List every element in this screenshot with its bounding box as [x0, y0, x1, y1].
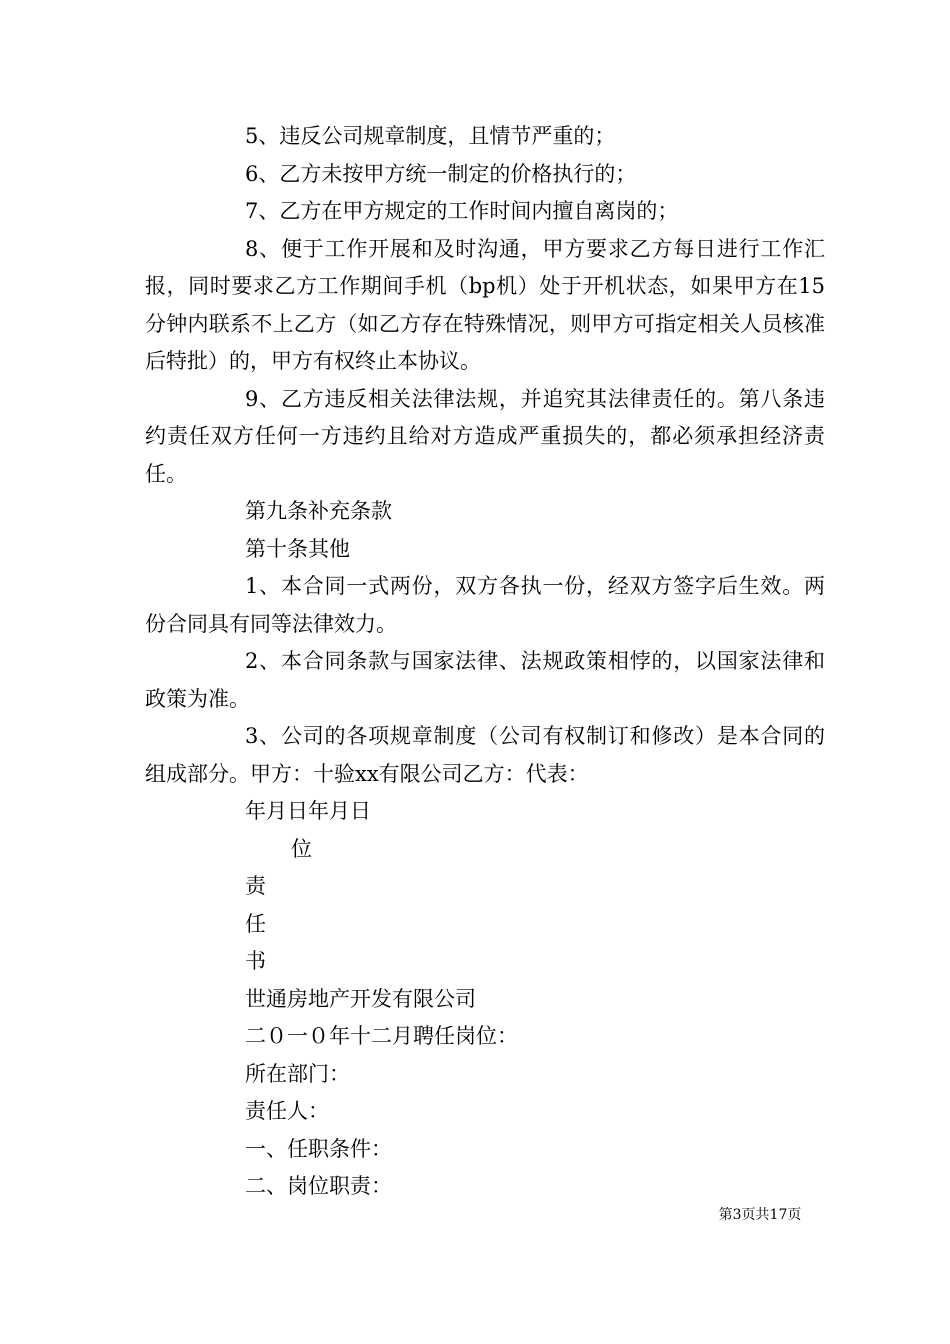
clause-item-8: 8、便于工作开展和及时沟通，甲方要求乙方每日进行工作汇报，同时要求乙方工作期间手机（bp机）处于开机状态，如果甲方在15分钟内联系不上乙方（如乙方存在特殊情况，则甲方可指定相关人员核准后特批）的，甲方有权终止本协议。 [145, 236, 825, 373]
clause-item-9: 9、乙方违反相关法律法规，并追究其法律责任的。第八条违约责任双方任何一方违约且给对方造成严重损失的，都必须承担经济责任。 [145, 386, 825, 486]
article-10-heading: 第十条其他 [245, 536, 350, 561]
title-char-ren: 任 [245, 911, 266, 936]
article-9-heading: 第九条补充条款 [245, 499, 392, 523]
page-number: 第3页共17页 [718, 1207, 802, 1223]
other-item-2: 2、本合同条款与国家法律、法规政策相悖的，以国家法律和政策为准。 [145, 649, 825, 711]
responsible-person-label: 责任人： [245, 1099, 329, 1123]
title-char-ze: 责 [245, 874, 266, 898]
signature-dates: 年月日年月日 [245, 799, 371, 823]
section-duties: 二、岗位职责： [245, 1174, 392, 1198]
clause-item-5: 5、违反公司规章制度，且情节严重的； [245, 124, 616, 148]
title-char-shu: 书 [245, 949, 266, 973]
date-and-position: 二０一０年十二月聘任岗位： [245, 1024, 518, 1048]
department-label: 所在部门： [245, 1061, 350, 1086]
section-qualifications: 一、任职条件： [245, 1136, 392, 1161]
other-item-3: 3、公司的各项规章制度（公司有权制订和修改）是本合同的组成部分。甲方：十验xx有限公司乙方：代表： [145, 724, 825, 786]
clause-item-6: 6、乙方未按甲方统一制定的价格执行的； [245, 161, 637, 186]
company-name: 世通房地产开发有限公司 [245, 986, 476, 1011]
clause-item-7: 7、乙方在甲方规定的工作时间内擅自离岗的； [245, 199, 679, 223]
title-char-wei: 位 [291, 836, 312, 861]
other-item-1: 1、本合同一式两份，双方各执一份，经双方签字后生效。两份合同具有同等法律效力。 [145, 574, 825, 636]
document-body [145, 118, 825, 1206]
